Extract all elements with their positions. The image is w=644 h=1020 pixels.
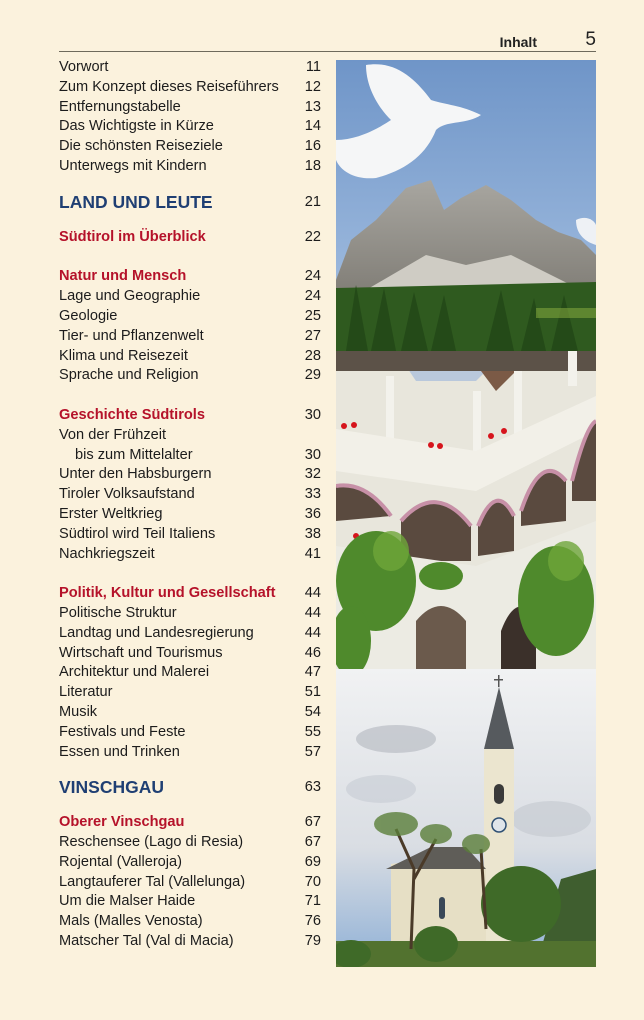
toc-entry[interactable]: Mals (Malles Venosta) 76 [59, 913, 321, 930]
toc-entry[interactable]: Vorwort 11 [59, 59, 321, 75]
toc-entry[interactable]: Architektur und Malerei 47 [59, 664, 321, 681]
toc-section-ueberblick[interactable]: Südtirol im Überblick 22 [59, 228, 321, 245]
toc-entry[interactable]: Unter den Habsburgern 32 [59, 466, 321, 483]
toc-entry[interactable]: Um die Malser Haide 71 [59, 893, 321, 910]
toc-entry-continued[interactable]: bis zum Mittelalter 30 [75, 446, 321, 463]
toc-entry[interactable]: Matscher Tal (Val di Macia) 79 [59, 933, 321, 950]
toc-entry[interactable]: Tier- und Pflanzenwelt 27 [59, 327, 321, 344]
toc-entry[interactable]: Südtirol wird Teil Italiens 38 [59, 525, 321, 542]
toc-entry[interactable]: Landtag und Landesregierung 44 [59, 624, 321, 641]
running-title: Inhalt [499, 34, 537, 50]
toc-entry[interactable]: Das Wichtigste in Kürze 14 [59, 118, 321, 135]
toc-entry[interactable]: Unterwegs mit Kindern 18 [59, 157, 321, 174]
toc-entry[interactable]: Festivals und Feste 55 [59, 723, 321, 740]
toc-entry[interactable]: Langtauferer Tal (Vallelunga) 70 [59, 873, 321, 890]
toc-entry[interactable]: Literatur 51 [59, 684, 321, 701]
header-divider [59, 51, 596, 52]
toc-chapter-vinschgau[interactable]: VINSCHGAU 63 [59, 777, 321, 798]
page-header [59, 30, 596, 52]
toc-entry[interactable]: Rojental (Valleroja) 69 [59, 853, 321, 870]
toc-entry[interactable]: Wirtschaft und Tourismus 46 [59, 644, 321, 661]
toc-entry[interactable]: Erster Weltkrieg 36 [59, 505, 321, 522]
toc-entry[interactable]: Tiroler Volksaufstand 33 [59, 486, 321, 503]
toc-entry[interactable]: Zum Konzept dieses Reiseführers 12 [59, 78, 321, 95]
arcaded-courtyard-photo [336, 351, 596, 669]
mountain-peak-photo [336, 60, 596, 351]
toc-entry[interactable]: Essen und Trinken 57 [59, 743, 321, 760]
toc-entry[interactable]: Klima und Reisezeit 28 [59, 347, 321, 364]
toc-entry[interactable]: Sprache und Religion 29 [59, 367, 321, 384]
toc-entry[interactable]: Die schönsten Reiseziele 16 [59, 138, 321, 155]
church-steeple-photo [336, 669, 596, 967]
toc-entry[interactable]: Nachkriegszeit 41 [59, 545, 321, 562]
toc-section-geschichte[interactable]: Geschichte Südtirols 30 [59, 406, 321, 423]
page-number: 5 [585, 29, 596, 50]
photo-column [336, 60, 596, 967]
toc-section-oberer-vinschgau[interactable]: Oberer Vinschgau 67 [59, 814, 321, 831]
toc-entry[interactable]: Politische Struktur 44 [59, 604, 321, 621]
toc-entry[interactable]: Lage und Geographie 24 [59, 288, 321, 305]
toc-entry[interactable]: Reschensee (Lago di Resia) 67 [59, 834, 321, 851]
toc-section-natur[interactable]: Natur und Mensch 24 [59, 268, 321, 285]
toc-entry[interactable]: Entfernungstabelle 13 [59, 98, 321, 115]
toc-chapter-land-und-leute[interactable]: LAND UND LEUTE 21 [59, 191, 321, 212]
toc-entry[interactable]: Von der Frühzeit [59, 426, 167, 443]
toc-entry[interactable]: Musik 54 [59, 703, 321, 720]
table-of-contents [59, 58, 321, 952]
toc-entry[interactable]: Geologie 25 [59, 307, 321, 324]
toc-section-politik[interactable]: Politik, Kultur und Gesellschaft 44 [59, 585, 321, 602]
